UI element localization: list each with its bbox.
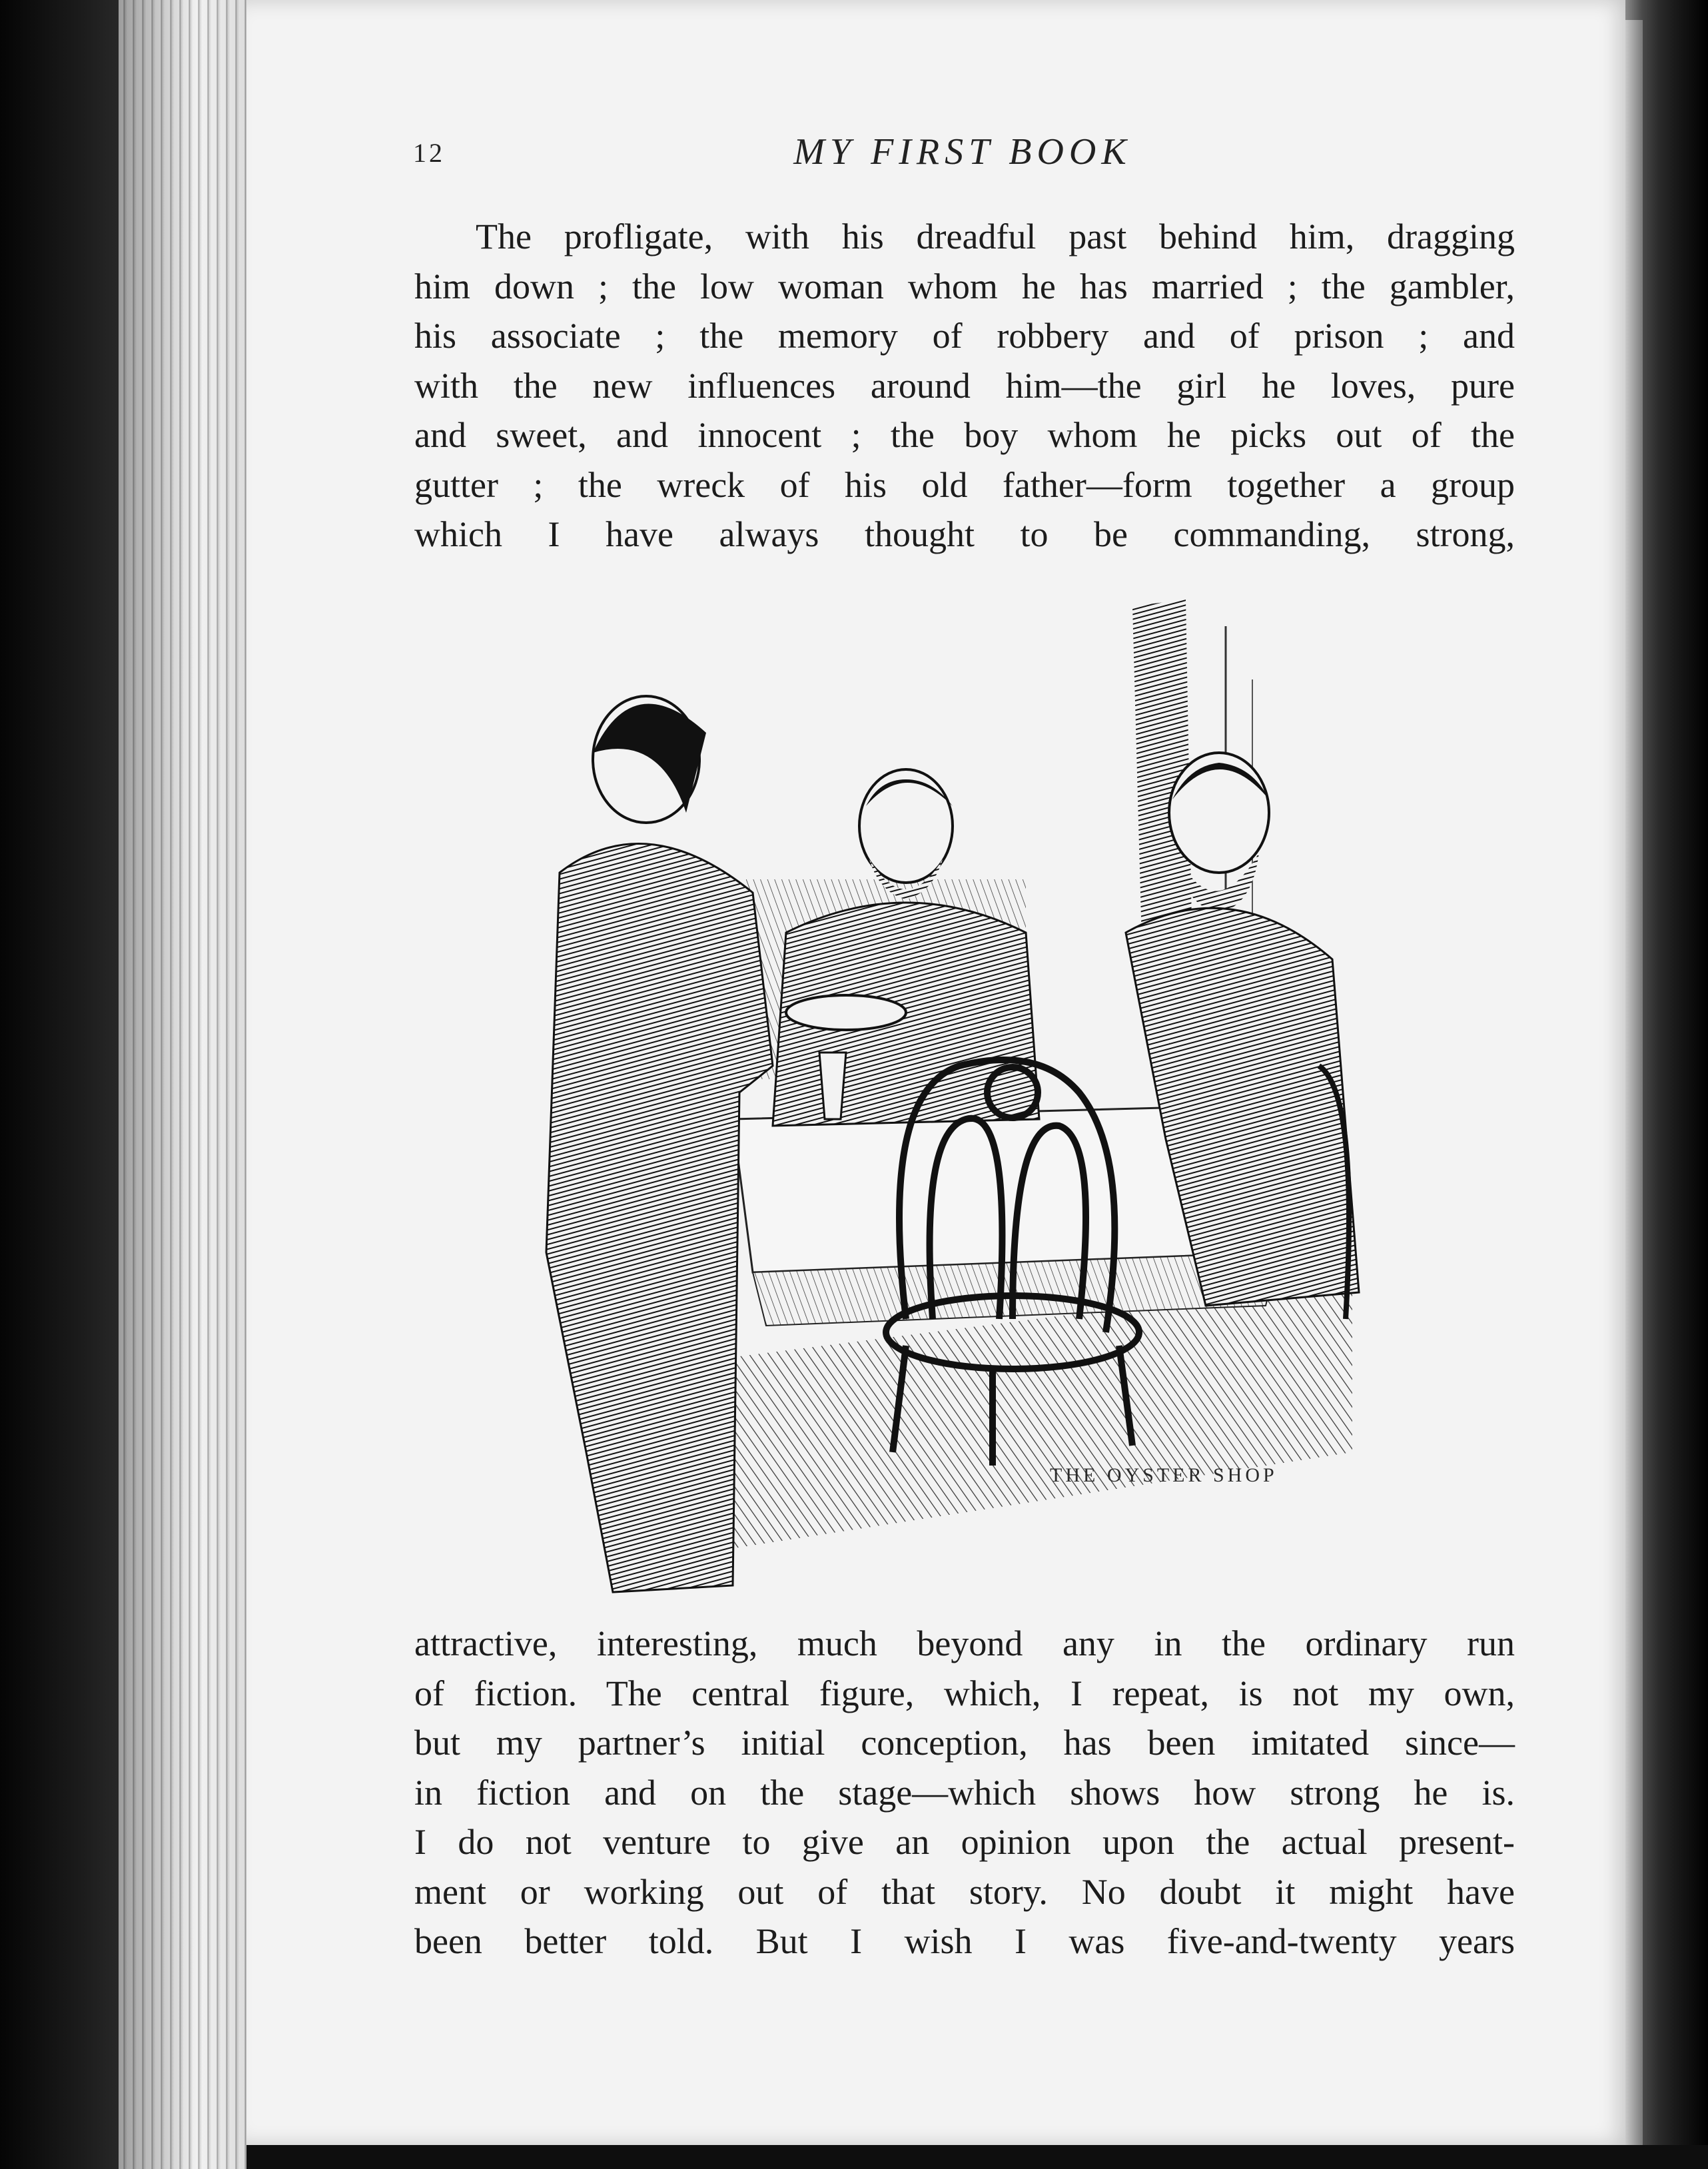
text-line: but my partner’s initial conception, has been imitated since—: [414, 1723, 1515, 1763]
page-number: 12: [413, 138, 445, 168]
seated-man-right-head: [1169, 753, 1269, 873]
body-text-top: [414, 212, 1515, 560]
illustration-caption: THE OYSTER SHOP: [1050, 1464, 1278, 1486]
text-line: him down ; the low woman whom he has married ; the gambler,: [414, 266, 1515, 306]
book-page-edges-shade: [119, 0, 252, 2169]
text-line: his associate ; the memory of robbery and of prison ; and: [414, 316, 1515, 356]
text-line: ment or working out of that story. No doubt it might have: [414, 1871, 1515, 1912]
scan-background-left: [0, 0, 127, 2169]
text-line: with the new influences around him—the girl he loves, pure: [414, 365, 1515, 406]
text-line: in fiction and on the stage—which shows how strong he is.: [414, 1772, 1515, 1813]
scan-background-bottom: [246, 2145, 1708, 2169]
text-line: I do not venture to give an opinion upon the actual present-: [414, 1822, 1515, 1862]
text-line: of fiction. The central figure, which, I repeat, is not my own,: [414, 1673, 1515, 1713]
text-line: and sweet, and innocent ; the boy whom he picks out of the: [414, 415, 1515, 455]
text-line: which I have always thought to be commanding, strong,: [414, 514, 1515, 554]
text-line: been better told. But I wish I was five-and-twenty years: [414, 1921, 1515, 1961]
running-head: [413, 131, 1512, 184]
text-line: gutter ; the wreck of his old father—form together a group: [414, 464, 1515, 505]
running-title: MY FIRST BOOK: [793, 131, 1132, 173]
oyster-plate: [786, 995, 906, 1030]
oyster-shop-illustration: [533, 586, 1392, 1599]
book-page-edge-right: [1625, 20, 1643, 2145]
body-text-bottom: [414, 1619, 1515, 1966]
text-line: The profligate, with his dreadful past behind him, dragging: [476, 217, 1515, 256]
text-line: attractive, interesting, much beyond any in the ordinary run: [414, 1623, 1515, 1663]
